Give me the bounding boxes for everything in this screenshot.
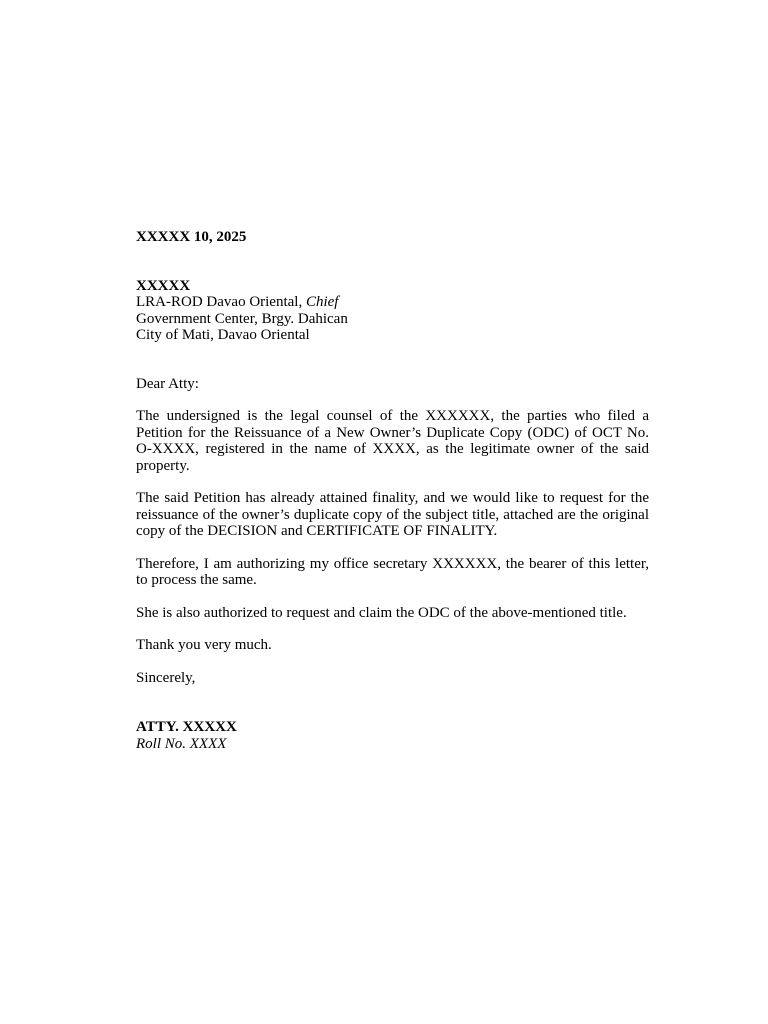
body-paragraph-2: The said Petition has already attained finality, and we would like to request for the reissuance of the owner’s duplicate copy of the subject title, attached are the original copy of the DECISION and CERTIFICATE OF FINALITY.	[136, 490, 649, 539]
recipient-name: XXXXX	[136, 277, 191, 294]
recipient-office	[136, 294, 649, 311]
recipient-address-line-1: Government Center, Brgy. Dahican	[136, 310, 348, 327]
body-paragraph-5: Thank you very much.	[136, 637, 272, 653]
recipient-office-prefix: LRA-ROD Davao Oriental,	[136, 294, 306, 310]
closing: Sincerely,	[136, 669, 196, 686]
body-paragraph-4: She is also authorized to request and claim the ODC of the above-mentioned title.	[136, 604, 627, 621]
signatory-roll-number: Roll No. XXXX	[136, 735, 227, 752]
recipient-address	[136, 278, 649, 344]
signatory-name: ATTY. XXXXX	[136, 719, 237, 735]
recipient-office-title: Chief	[305, 294, 339, 310]
signature-block	[136, 719, 649, 752]
letter-body	[136, 229, 649, 752]
body-paragraph-3: Therefore, I am authorizing my office secretary XXXXXX, the bearer of this letter, to process the same.	[136, 555, 649, 588]
salutation: Dear Atty:	[136, 375, 199, 392]
body-paragraph-1: The undersigned is the legal counsel of the XXXXXX, the parties who filed a Petition for the Reissuance of a New Owner’s Duplicate Copy (ODC) of OCT No. O-XXXX, registered in the name of XXXX, as the legitimate owner of the said property.	[136, 408, 649, 474]
letter-date: XXXXX 10, 2025	[136, 229, 247, 245]
recipient-address-line-2: City of Mati, Davao Oriental	[136, 327, 310, 343]
